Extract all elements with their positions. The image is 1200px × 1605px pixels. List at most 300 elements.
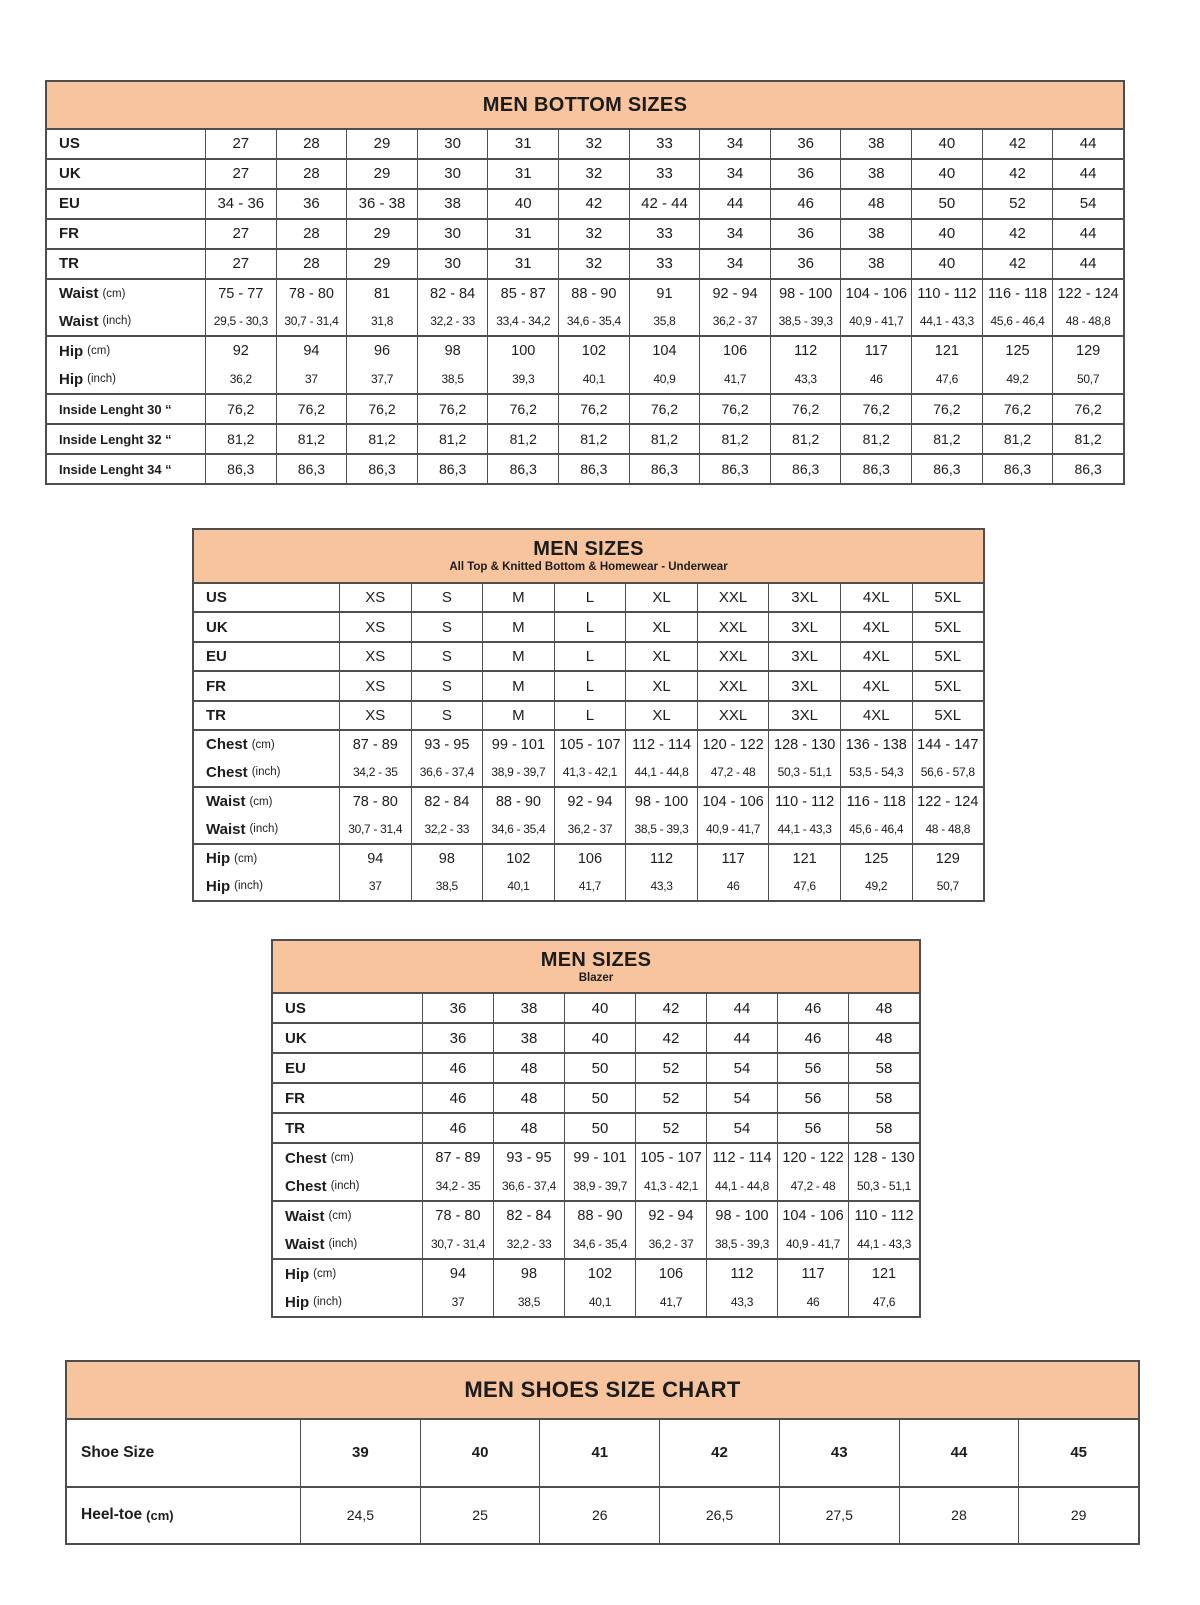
row-label <box>194 816 339 843</box>
table-cell: 5XL <box>912 584 984 611</box>
table-row <box>273 1052 919 1082</box>
table-cell: 42 - 44 <box>629 190 700 218</box>
row-label <box>47 280 205 308</box>
table-cell: 38 <box>493 1024 564 1052</box>
table-cell: 46 <box>777 994 848 1022</box>
table-cell: 104 - 106 <box>840 280 911 308</box>
table-cell: 78 - 80 <box>422 1202 493 1230</box>
table-cell: 91 <box>629 280 700 308</box>
table-cell: 121 <box>848 1260 919 1288</box>
table-cell: 50 <box>564 1054 635 1082</box>
table-cell: 26,5 <box>659 1488 779 1544</box>
table-cell: 110 - 112 <box>911 280 982 308</box>
table-cell: 94 <box>276 337 347 365</box>
table-cell: 38,5 <box>493 1288 564 1316</box>
row-label-text: Chest <box>285 1177 327 1195</box>
table-cell: 47,6 <box>768 873 840 900</box>
table-cell: 41 <box>539 1420 659 1486</box>
table-cell: 98 - 100 <box>770 280 841 308</box>
table-cell: 38,5 - 39,3 <box>770 308 841 336</box>
table-cell: 5XL <box>912 643 984 670</box>
table-cell: 110 - 112 <box>768 788 840 815</box>
row-label <box>194 613 339 640</box>
table-cell: 34 - 36 <box>205 190 276 218</box>
table-cell: XXL <box>697 702 769 729</box>
table-cell: 58 <box>848 1114 919 1142</box>
table-cell: 36 <box>770 130 841 158</box>
table-cell: 37 <box>422 1288 493 1316</box>
table-cell: 34,6 - 35,4 <box>558 308 629 336</box>
row-label <box>47 250 205 278</box>
table-cell: 93 - 95 <box>493 1144 564 1172</box>
table-cell: 36,6 - 37,4 <box>411 759 483 786</box>
table-cell: 40 <box>911 160 982 188</box>
table-cell: 52 <box>982 190 1053 218</box>
table-cell: 88 - 90 <box>558 280 629 308</box>
table-row <box>194 729 983 758</box>
row-label <box>273 1202 422 1230</box>
table-cell: 81,2 <box>417 425 488 453</box>
table-cell: 144 - 147 <box>912 731 984 758</box>
row-label-text: TR <box>59 255 79 273</box>
table-cell: M <box>482 643 554 670</box>
table-cell: 36,6 - 37,4 <box>493 1172 564 1200</box>
table-cell: L <box>554 613 626 640</box>
table-cell: 36 <box>276 190 347 218</box>
table-cell: 92 - 94 <box>554 788 626 815</box>
table-cell: 81,2 <box>205 425 276 453</box>
row-label <box>273 1172 422 1200</box>
table-cell: 128 - 130 <box>768 731 840 758</box>
table-cell: XL <box>625 672 697 699</box>
table-cell: 46 <box>777 1024 848 1052</box>
table-cell: 81,2 <box>699 425 770 453</box>
table-cell: 76,2 <box>487 395 558 423</box>
table-cell: 5XL <box>912 672 984 699</box>
table-cell: 43,3 <box>625 873 697 900</box>
table-cell: 42 <box>982 130 1053 158</box>
table-cell: 41,3 - 42,1 <box>554 759 626 786</box>
table-cell: 86,3 <box>205 455 276 483</box>
table-cell: 34 <box>699 220 770 248</box>
table-cell: M <box>482 613 554 640</box>
table-cell: 120 - 122 <box>777 1144 848 1172</box>
table-cell: 76,2 <box>205 395 276 423</box>
table-cell: XS <box>339 702 411 729</box>
table-cell: 46 <box>422 1114 493 1142</box>
table-cell: 104 - 106 <box>697 788 769 815</box>
table-cell: 32,2 - 33 <box>417 308 488 336</box>
table-cell: 40,1 <box>564 1288 635 1316</box>
row-label <box>194 759 339 786</box>
row-label-text: UK <box>285 1029 307 1047</box>
table-cell: 32 <box>558 160 629 188</box>
table-cell: 54 <box>706 1114 777 1142</box>
row-label <box>194 643 339 670</box>
table-cell: 106 <box>554 845 626 872</box>
men-top-sizes-table <box>192 528 985 902</box>
row-label-text: US <box>206 589 227 607</box>
table-cell: 112 - 114 <box>706 1144 777 1172</box>
table-cell: 31,8 <box>346 308 417 336</box>
row-label-text: FR <box>285 1089 305 1107</box>
table-cell: 49,2 <box>982 365 1053 393</box>
table-cell: 48 <box>493 1084 564 1112</box>
table-cell: L <box>554 584 626 611</box>
table-cell: 46 <box>422 1084 493 1112</box>
table-cell: 40,1 <box>482 873 554 900</box>
table-cell: XS <box>339 613 411 640</box>
row-label <box>47 160 205 188</box>
table-cell: 32 <box>558 250 629 278</box>
table-cell: 40 <box>911 250 982 278</box>
table-cell: 112 <box>706 1260 777 1288</box>
table-cell: 29 <box>346 160 417 188</box>
table-cell: 42 <box>982 250 1053 278</box>
table-cell: 3XL <box>768 672 840 699</box>
table-cell: 30,7 - 31,4 <box>339 816 411 843</box>
table-cell: 30,7 - 31,4 <box>276 308 347 336</box>
table-cell: 41,3 - 42,1 <box>635 1172 706 1200</box>
row-label-unit: (inch) <box>87 373 116 386</box>
table-cell: 28 <box>276 130 347 158</box>
table-cell: 117 <box>777 1260 848 1288</box>
table-cell: 36 <box>770 160 841 188</box>
table-cell: 36,2 - 37 <box>554 816 626 843</box>
table-cell: 125 <box>840 845 912 872</box>
row-label-text: Inside Lenght 34 “ <box>59 461 172 477</box>
table-cell: 98 - 100 <box>625 788 697 815</box>
row-label <box>273 994 422 1022</box>
table-cell: 76,2 <box>982 395 1053 423</box>
row-label-text: Shoe Size <box>81 1443 155 1461</box>
table-cell: 86,3 <box>770 455 841 483</box>
table-cell: 121 <box>911 337 982 365</box>
row-label <box>273 1260 422 1288</box>
row-label <box>194 702 339 729</box>
table-cell: 38 <box>840 220 911 248</box>
table-cell: 76,2 <box>629 395 700 423</box>
table-cell: 78 - 80 <box>276 280 347 308</box>
table-cell: 81,2 <box>1052 425 1123 453</box>
row-label-text: Waist <box>285 1235 325 1253</box>
row-label-unit: (inch) <box>251 766 281 779</box>
table-cell: 85 - 87 <box>487 280 558 308</box>
table-cell: 29 <box>1018 1488 1138 1544</box>
table-cell: 40,9 - 41,7 <box>777 1230 848 1258</box>
row-label-text: Hip <box>206 850 231 868</box>
table-cell: 3XL <box>768 613 840 640</box>
table-cell: 87 - 89 <box>422 1144 493 1172</box>
table-cell: 29 <box>346 130 417 158</box>
table-cell: L <box>554 672 626 699</box>
table-cell: 76,2 <box>840 395 911 423</box>
table-cell: 39 <box>300 1420 420 1486</box>
table-cell: 30 <box>417 130 488 158</box>
table-cell: 42 <box>982 220 1053 248</box>
table-row <box>47 218 1123 248</box>
table-cell: 31 <box>487 130 558 158</box>
table-cell: 94 <box>422 1260 493 1288</box>
table-cell: 86,3 <box>558 455 629 483</box>
table-cell: 129 <box>912 845 984 872</box>
table-cell: 52 <box>635 1054 706 1082</box>
table-cell: 37,7 <box>346 365 417 393</box>
table-cell: 52 <box>635 1084 706 1112</box>
table-row <box>47 365 1123 393</box>
table-cell: 86,3 <box>629 455 700 483</box>
table-cell: 82 - 84 <box>493 1202 564 1230</box>
table-cell: 122 - 124 <box>1052 280 1123 308</box>
table-cell: 76,2 <box>911 395 982 423</box>
row-label <box>47 425 205 453</box>
table-cell: 43,3 <box>706 1288 777 1316</box>
table-header <box>67 1362 1138 1420</box>
table-cell: 50,7 <box>912 873 984 900</box>
table-body <box>273 994 919 1316</box>
table-row <box>194 670 983 699</box>
row-label <box>47 337 205 365</box>
row-label <box>273 1288 422 1316</box>
table-cell: 38 <box>493 994 564 1022</box>
row-label-text: FR <box>206 677 226 695</box>
table-cell: 30 <box>417 220 488 248</box>
table-cell: 76,2 <box>1052 395 1123 423</box>
table-cell: 35,8 <box>629 308 700 336</box>
row-label-text: Hip <box>206 877 231 895</box>
table-cell: 36 <box>422 994 493 1022</box>
table-cell: 102 <box>558 337 629 365</box>
table-cell: 40,1 <box>558 365 629 393</box>
table-cell: 25 <box>420 1488 540 1544</box>
table-cell: 54 <box>706 1084 777 1112</box>
table-cell: 78 - 80 <box>339 788 411 815</box>
table-cell: 76,2 <box>770 395 841 423</box>
row-label-unit: (cm) <box>146 1507 174 1523</box>
table-cell: 27,5 <box>779 1488 899 1544</box>
table-cell: 32 <box>558 220 629 248</box>
row-label <box>194 873 339 900</box>
table-cell: 81,2 <box>840 425 911 453</box>
table-cell: 44 <box>1052 220 1123 248</box>
table-cell: 27 <box>205 130 276 158</box>
table-cell: 47,2 - 48 <box>777 1172 848 1200</box>
table-cell: 129 <box>1052 337 1123 365</box>
table-cell: XXL <box>697 672 769 699</box>
table-cell: M <box>482 584 554 611</box>
table-cell: 48 - 48,8 <box>912 816 984 843</box>
table-cell: 45,6 - 46,4 <box>982 308 1053 336</box>
table-cell: 94 <box>339 845 411 872</box>
table-cell: 47,6 <box>848 1288 919 1316</box>
table-cell: 40 <box>911 130 982 158</box>
table-cell: 102 <box>564 1260 635 1288</box>
table-cell: 33 <box>629 160 700 188</box>
table-row <box>273 1230 919 1258</box>
table-cell: 98 - 100 <box>706 1202 777 1230</box>
row-label-unit: (inch) <box>102 315 132 328</box>
table-cell: 36 <box>422 1024 493 1052</box>
table-cell: 46 <box>777 1288 848 1316</box>
table-row <box>47 278 1123 308</box>
table-cell: 104 - 106 <box>777 1202 848 1230</box>
table-header <box>273 941 919 994</box>
table-cell: 46 <box>840 365 911 393</box>
table-row <box>194 611 983 640</box>
row-label-unit: (inch) <box>313 1296 342 1308</box>
table-cell: 39,3 <box>487 365 558 393</box>
row-label <box>194 788 339 815</box>
table-cell: 42 <box>982 160 1053 188</box>
row-label-unit: (cm) <box>313 1268 337 1280</box>
table-cell: 92 - 94 <box>635 1202 706 1230</box>
table-cell: 112 <box>770 337 841 365</box>
table-cell: 81,2 <box>487 425 558 453</box>
table-row <box>194 759 983 786</box>
table-row <box>67 1420 1138 1486</box>
row-label-text: Inside Lenght 30 “ <box>59 401 172 417</box>
table-row <box>47 158 1123 188</box>
table-row <box>273 1200 919 1230</box>
row-label <box>273 1144 422 1172</box>
table-cell: 48 <box>840 190 911 218</box>
table-cell: 45,6 - 46,4 <box>840 816 912 843</box>
table-cell: 50,7 <box>1052 365 1123 393</box>
table-row <box>194 786 983 815</box>
men-blazer-sizes-table <box>271 939 921 1318</box>
row-label-unit: (cm) <box>251 738 275 751</box>
table-cell: 93 - 95 <box>411 731 483 758</box>
table-cell: 46 <box>422 1054 493 1082</box>
row-label-text: Waist <box>59 285 99 303</box>
table-cell: XL <box>625 702 697 729</box>
table-cell: 117 <box>697 845 769 872</box>
table-cell: 38,9 - 39,7 <box>564 1172 635 1200</box>
table-cell: 37 <box>339 873 411 900</box>
men-shoes-size-table <box>65 1360 1140 1545</box>
table-cell: 38 <box>840 130 911 158</box>
table-cell: 88 - 90 <box>482 788 554 815</box>
table-cell: 48 - 48,8 <box>1052 308 1123 336</box>
table-cell: 36 <box>770 250 841 278</box>
table-cell: 42 <box>635 1024 706 1052</box>
table-cell: 5XL <box>912 613 984 640</box>
table-cell: 52 <box>635 1114 706 1142</box>
row-label-text: EU <box>206 648 227 666</box>
row-label-unit: (inch) <box>330 1180 360 1192</box>
table-cell: 4XL <box>840 613 912 640</box>
table-cell: 31 <box>487 160 558 188</box>
table-title: MEN SHOES SIZE CHART <box>464 1376 741 1402</box>
table-cell: 44 <box>1052 250 1123 278</box>
table-cell: 29 <box>346 220 417 248</box>
table-cell: 38 <box>417 190 488 218</box>
table-cell: 40 <box>911 220 982 248</box>
row-label-text: TR <box>285 1119 305 1137</box>
table-cell: 30 <box>417 250 488 278</box>
row-label-text: Waist <box>206 820 246 838</box>
table-body <box>47 130 1123 483</box>
table-cell: 81,2 <box>911 425 982 453</box>
table-row <box>194 700 983 729</box>
table-cell: 41,7 <box>635 1288 706 1316</box>
table-cell: 48 <box>493 1114 564 1142</box>
table-cell: 34,6 - 35,4 <box>482 816 554 843</box>
table-cell: 36,2 - 37 <box>699 308 770 336</box>
table-cell: 27 <box>205 220 276 248</box>
row-label-unit: (cm) <box>249 795 273 808</box>
table-cell: 42 <box>558 190 629 218</box>
table-cell: 47,2 - 48 <box>697 759 769 786</box>
table-cell: 76,2 <box>346 395 417 423</box>
table-cell: 3XL <box>768 643 840 670</box>
table-cell: 75 - 77 <box>205 280 276 308</box>
table-row <box>273 1022 919 1052</box>
row-label-unit: (cm) <box>234 852 258 865</box>
row-label <box>67 1420 300 1486</box>
table-cell: 42 <box>635 994 706 1022</box>
table-header <box>47 82 1123 130</box>
row-label-text: Waist <box>285 1207 325 1225</box>
table-cell: 87 - 89 <box>339 731 411 758</box>
table-cell: 28 <box>276 220 347 248</box>
table-cell: 33,4 - 34,2 <box>487 308 558 336</box>
table-cell: 76,2 <box>558 395 629 423</box>
table-subtitle: All Top & Knitted Bottom & Homewear - Underwear <box>449 561 728 574</box>
table-cell: 44 <box>1052 130 1123 158</box>
table-cell: 5XL <box>912 702 984 729</box>
table-title: MEN BOTTOM SIZES <box>482 94 688 116</box>
table-cell: 32 <box>558 130 629 158</box>
table-cell: XL <box>625 613 697 640</box>
table-cell: 86,3 <box>840 455 911 483</box>
row-label <box>194 672 339 699</box>
table-row <box>273 1082 919 1112</box>
table-cell: 81,2 <box>629 425 700 453</box>
table-cell: 81 <box>346 280 417 308</box>
row-label-unit: (inch) <box>249 823 279 836</box>
table-cell: 48 <box>848 1024 919 1052</box>
row-label <box>273 1114 422 1142</box>
table-cell: 44,1 - 43,3 <box>848 1230 919 1258</box>
row-label <box>194 584 339 611</box>
table-cell: 40,9 - 41,7 <box>840 308 911 336</box>
row-label <box>67 1488 300 1544</box>
table-cell: 105 - 107 <box>554 731 626 758</box>
table-cell: 34 <box>699 160 770 188</box>
table-row <box>194 816 983 843</box>
table-cell: 38,5 <box>417 365 488 393</box>
table-cell: 47,6 <box>911 365 982 393</box>
table-cell: 48 <box>493 1054 564 1082</box>
table-cell: 121 <box>768 845 840 872</box>
table-cell: 42 <box>659 1420 779 1486</box>
table-row <box>273 1288 919 1316</box>
table-cell: 29,5 - 30,3 <box>205 308 276 336</box>
row-label <box>47 220 205 248</box>
table-cell: 86,3 <box>487 455 558 483</box>
row-label <box>47 308 205 336</box>
table-row <box>47 308 1123 336</box>
table-cell: 33 <box>629 130 700 158</box>
table-cell: 31 <box>487 220 558 248</box>
table-cell: L <box>554 702 626 729</box>
table-cell: 38,9 - 39,7 <box>482 759 554 786</box>
table-body <box>67 1420 1138 1543</box>
table-cell: 44,1 - 44,8 <box>706 1172 777 1200</box>
row-label-text: UK <box>206 618 228 636</box>
table-cell: 29 <box>346 250 417 278</box>
